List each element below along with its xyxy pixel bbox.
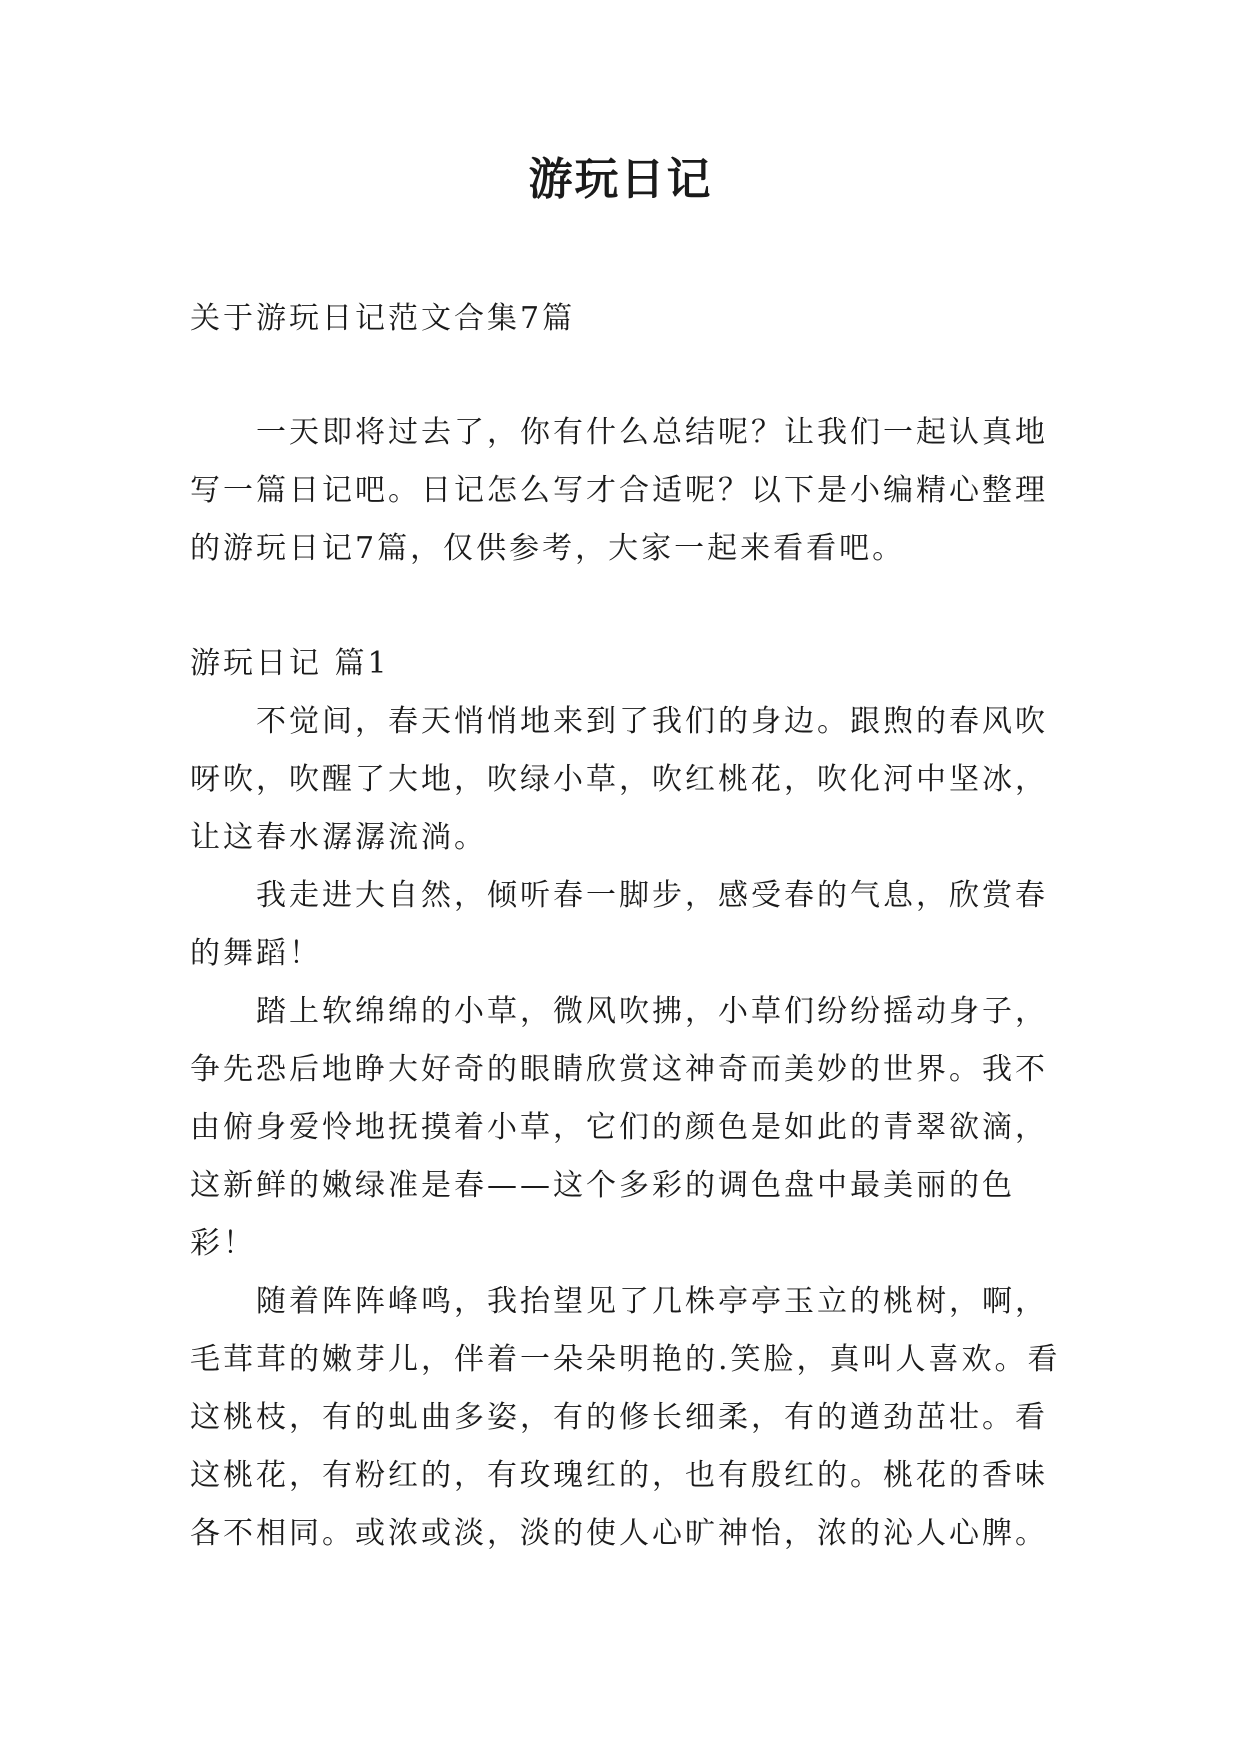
- section-body: [190, 693, 1070, 1563]
- body-paragraph: 随着阵阵峰鸣，我抬望见了几株亭亭玉立的桃树，啊，毛茸茸的嫩芽儿，伴着一朵朵明艳的.笑脸，真叫人喜欢。看这桃枝，有的虬曲多姿，有的修长细柔，有的遒劲茁壮。看这桃花，有粉红的，有玫瑰红的，也有殷红的。桃花的香味各不相同。或浓或淡，淡的使人心旷神怡，浓的沁人心脾。: [190, 1284, 1061, 1551]
- body-paragraph: 我走进大自然，倾听春一脚步，感受春的气息，欣赏春的舞蹈！: [190, 878, 1048, 971]
- document-title: 游玩日记: [528, 154, 713, 205]
- body-paragraph: 踏上软绵绵的小草，微风吹拂，小草们纷纷摇动身子，争先恐后地睁大好奇的眼睛欣赏这神奇而美妙的世界。我不由俯身爱怜地抚摸着小草，它们的颜色是如此的青翠欲滴，这新鲜的嫩绿准是春——这个多彩的调色盘中最美丽的色彩！: [190, 994, 1048, 1261]
- section-heading: 游玩日记 篇1: [190, 646, 390, 681]
- body-paragraph: 不觉间，春天悄悄地来到了我们的身边。跟煦的春风吹呀吹，吹醒了大地，吹绿小草，吹红桃花，吹化河中坚冰，让这春水潺潺流淌。: [190, 704, 1048, 855]
- intro-paragraph: 一天即将过去了，你有什么总结呢？让我们一起认真地写一篇日记吧。日记怎么写才合适呢？以下是小编精心整理的游玩日记7篇，仅供参考，大家一起来看看吧。: [190, 415, 1048, 566]
- document-subtitle: 关于游玩日记范文合集7篇: [190, 301, 576, 336]
